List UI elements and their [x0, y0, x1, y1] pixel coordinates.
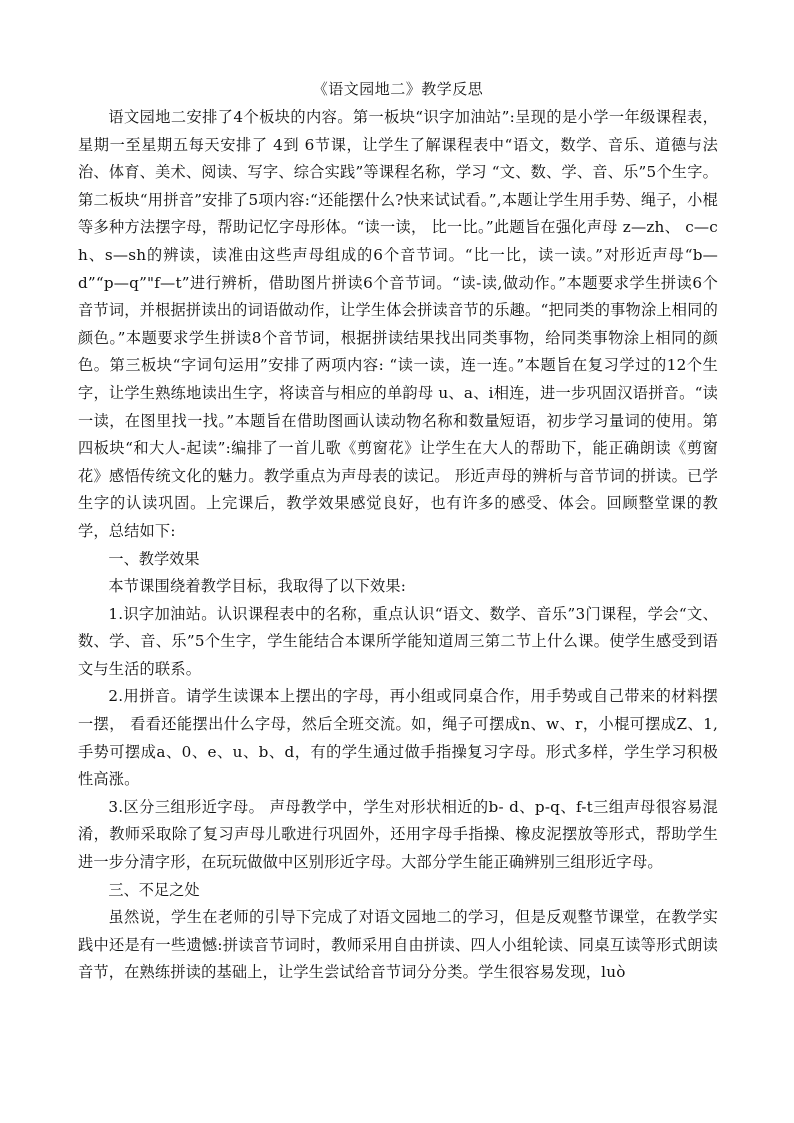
- effect-item-3: 3.区分三组形近字母。 声母教学中，学生对形状相近的b- d、p-q、f-t三组声母很容易混淆，教师采取除了复习声母儿歌进行巩固外，还用字母手指操、橡皮泥摆放等形式，帮助学生进一步分清字形，在玩玩做做中区别形近字母。大部分学生能正确辨别三组形近字母。: [78, 797, 718, 872]
- effect-item-2: 2.用拼音。请学生读课本上摆出的字母，再小组或同桌合作，用手势或自己带来的材料摆一摆， 看看还能摆出什么字母，然后全班交流。如，绳子可摆成n、w、r，小棍可摆成Z、1,手势可摆成a、0、e、u、b、d，有的学生通过做手指操复习字母。形式多样，学生学习积极性高涨。: [78, 687, 718, 789]
- section-intro-paragraph: 本节课围绕着教学目标，我取得了以下效果:: [108, 577, 407, 596]
- section-heading-shortcomings: 三、不足之处: [108, 880, 200, 899]
- shortcomings-paragraph: 虽然说，学生在老师的引导下完成了对语文园地二的学习，但是反观整节课堂，在教学实践中还是有一些遗憾:拼读音节词时，教师采用自由拼读、四人小组轮读、同桌互读等形式朗读音节，在熟练拼读的基础上，让学生尝试给音节词分分类。学生很容易发现，luò: [78, 908, 718, 982]
- section-heading-teaching-effect: 一、教学效果: [108, 549, 200, 568]
- intro-paragraph: 语文园地二安排了4个板块的内容。第一板块“识字加油站”:呈现的是小学一年级课程表， 星期一至星期五每天安排了 4到 6节课，让学生了解课程表中“语文，数学、音乐、道德与法治、体育、美术、阅读、写字、综合实践”等课程名称，学习 “文、数、学、音、乐”5个生字。第二板块“用拼音”安排了5项内容:“还能摆什么?快来试试看。”,本题让学生用手势、绳子，小棍等多种方法摆字母，帮助记忆字母形体。“读一读， 比一比。”此题旨在强化声母 z—zh、 c—ch、s—sh的辨读，读准由这些声母组成的6个音节词。“比一比，读一读。”对形近声母“b—d”“p—q”"f—t”进行辨析，借助图片拼读6个音节词。“读-读,做动作。”本题要求学生拼读6个音节词，并根据拼读出的词语做动作，让学生体会拼读音节的乐趣。“把同类的事物涂上相同的颜色。”本题要求学生拼读8个音节词，根据拼读结果找出同类事物，给同类事物涂上相同的颜色。第三板块“字词句运用”安排了两项内容: “读一读，连一连。”本题旨在复习学过的12个生字，让学生熟练地读出生字，将读音与相应的单韵母 u、a、i相连，进一步巩固汉语拼音。“读一读，在图里找一找。”本题旨在借助图画认读动物名称和数量短语，初步学习量词的使用。第四板块“和大人-起读”:编排了一首儿歌《剪窗花》让学生在大人的帮助下，能正确朗读《剪窗花》感悟传统文化的魅力。教学重点为声母表的读记。 形近声母的辨析与音节词的拼读。已学生字的认读巩固。上完课后，教学效果感觉良好，也有许多的感受、体会。回顾整堂课的教学，总结如下:: [78, 108, 718, 540]
- document-page: [78, 78, 718, 987]
- effect-item-1: 1.识字加油站。认识课程表中的名称，重点认识“语文、数学、音乐”3门课程，学会“文、数、学、音、乐”5个生字，学生能结合本课所学能知道周三第二节上什么课。使学生感受到语文与生活的联系。: [78, 604, 718, 678]
- document-title: 《语文园地二》教学反思: [312, 80, 484, 98]
